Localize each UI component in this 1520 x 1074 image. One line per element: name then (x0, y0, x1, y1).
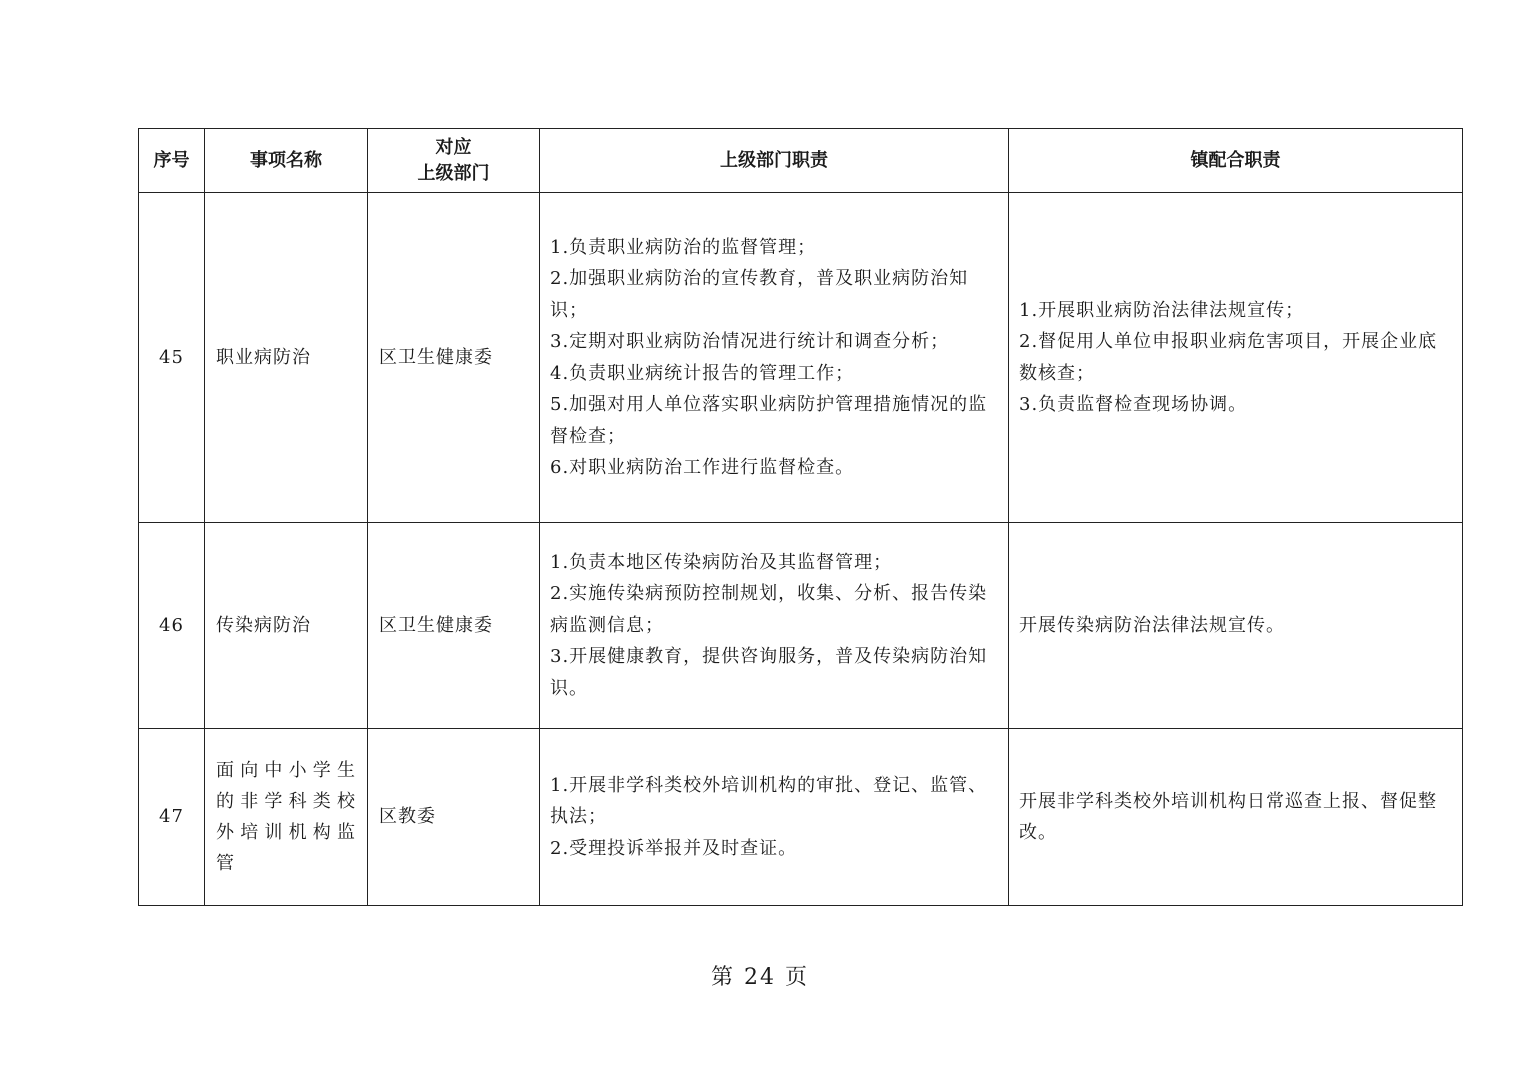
header-dept-line2: 上级部门 (417, 162, 490, 184)
table-row (139, 193, 1463, 523)
row-town-duties (1009, 523, 1463, 729)
duty-item: 6.对职业病防治工作进行监督检查。 (550, 457, 855, 478)
row-town-duties (1009, 193, 1463, 523)
row-name: 面向中小学生的非学科类校外培训机构监管 (205, 729, 368, 906)
row-upper-duties (540, 523, 1009, 729)
row-upper-duties (540, 193, 1009, 523)
page-number: 第 24 页 (711, 965, 809, 990)
duty-item: 1.开展非学科类校外培训机构的审批、登记、监管、执法； (550, 774, 988, 828)
duty-item: 开展传染病防治法律法规宣传。 (1019, 614, 1285, 636)
duty-item: 3.定期对职业病防治情况进行统计和调查分析； (550, 331, 950, 352)
row-dept: 区卫生健康委 (368, 193, 540, 523)
row-name: 职业病防治 (205, 193, 368, 523)
duty-item: 3.开展健康教育，提供咨询服务，普及传染病防治知识。 (550, 646, 988, 699)
row-no: 46 (139, 523, 205, 729)
row-dept: 区卫生健康委 (368, 523, 540, 729)
duty-item: 1.负责职业病防治的监督管理； (550, 236, 817, 258)
row-no: 47 (139, 729, 205, 906)
duty-item: 3.负责监督检查现场协调。 (1019, 394, 1248, 415)
duty-item: 开展非学科类校外培训机构日常巡查上报、督促整改。 (1019, 790, 1437, 843)
duty-item: 1.负责本地区传染病防治及其监督管理； (550, 551, 893, 573)
row-name: 传染病防治 (205, 523, 368, 729)
row-town-duties (1009, 729, 1463, 906)
header-dept-line1: 对应 (435, 136, 472, 158)
header-town-duty: 镇配合职责 (1009, 129, 1463, 193)
table-header-row (139, 129, 1463, 193)
duty-item: 2.受理投诉举报并及时查证。 (550, 837, 798, 859)
header-name: 事项名称 (205, 129, 368, 193)
table-row (139, 729, 1463, 906)
duty-item: 1.开展职业病防治法律法规宣传； (1019, 299, 1305, 321)
row-upper-duties (540, 729, 1009, 906)
header-dept (368, 129, 540, 193)
row-no: 45 (139, 193, 205, 523)
header-no: 序号 (139, 129, 205, 193)
table-row (139, 523, 1463, 729)
header-upper-duty: 上级部门职责 (540, 129, 1009, 193)
duty-item: 2.加强职业病防治的宣传教育，普及职业病防治知识； (550, 268, 969, 321)
duty-item: 5.加强对用人单位落实职业病防护管理措施情况的监督检查； (550, 394, 988, 447)
duty-table (138, 128, 1463, 906)
duty-item: 2.督促用人单位申报职业病危害项目，开展企业底数核查； (1019, 331, 1438, 384)
row-dept: 区教委 (368, 729, 540, 906)
duty-item: 4.负责职业病统计报告的管理工作； (550, 362, 855, 384)
duty-item: 2.实施传染病预防控制规划，收集、分析、报告传染病监测信息； (550, 583, 988, 636)
